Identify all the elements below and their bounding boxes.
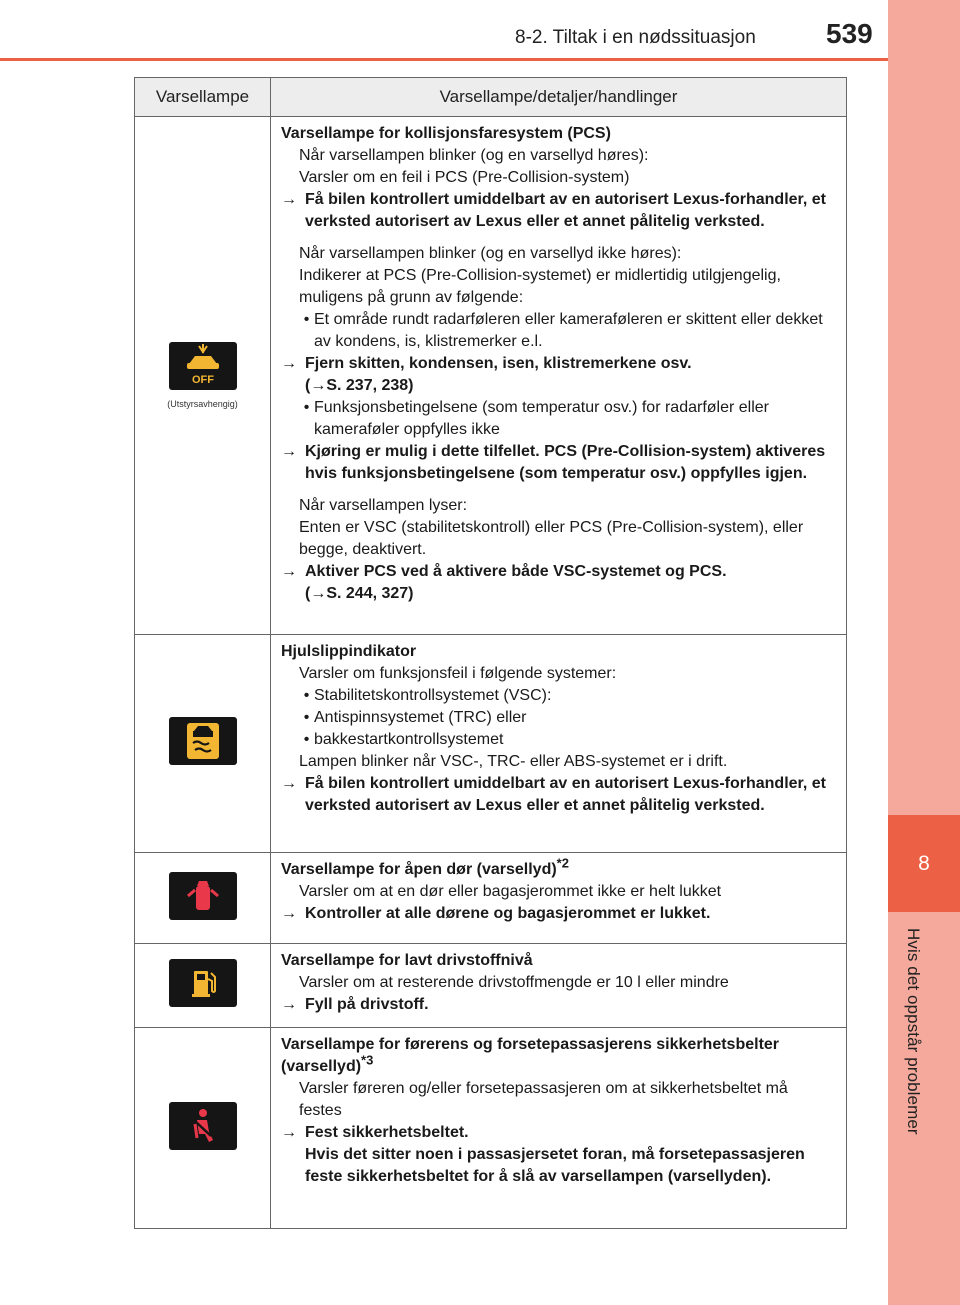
arrow-icon: → [281,355,297,372]
pcs-off-label: OFF [191,374,214,386]
description-text: Enten er VSC (stabilitetskontroll) eller PCS (Pre-Collision-system), eller begge, deaktivert. [299,519,804,558]
page-reference: (→S. 244, 327) [305,585,414,602]
lamp-title: Varsellampe for åpen dør (varsellyd) [281,861,557,878]
description-text: Indikerer at PCS (Pre-Collision-systemet) er midlertidig utilgjengelig, muligens på grunn av følgende: [299,267,781,306]
action-text: Fest sikkerhetsbeltet. [305,1124,469,1141]
arrow-icon: → [281,996,297,1013]
bullet-text: Antispinnsystemet (TRC) eller [314,709,527,726]
slip-indicator-icon [169,717,237,765]
bullet-text: bakkestartkontrollsystemet [314,731,504,748]
page-number: 539 [826,18,873,49]
details-cell [271,635,847,853]
pcs-off-warning-icon [169,342,237,390]
footnote-marker: *3 [361,1052,374,1068]
arrow-icon: → [281,443,297,460]
lamp-cell [135,944,271,1028]
details-cell [271,117,847,635]
lamp-title: Hjulslippindikator [281,643,417,660]
bullet-item: • Stabilitetskontrollsystemet (VSC): [281,685,833,707]
chapter-number: 8 [888,815,960,912]
lamp-title-row [281,1034,833,1078]
action-text: Kjøring er mulig i dette tilfellet. PCS (Pre-Collision-system) aktiveres hvis funksjonsbetingelsene (som temperatur osv.) oppfylles igjen. [305,443,826,482]
lamp-title: Varsellampe for kollisjonsfaresystem (PCS) [281,125,611,142]
lamp-title: Varsellampe for lavt drivstoffnivå [281,952,533,969]
action-detail: Hvis det sitter noen i passasjersetet foran, må forsetepassasjeren feste sikkerhetsbeltet for å slå av varsellampen (varsellyden). [305,1146,805,1185]
details-cell [271,853,847,944]
table-row [135,1028,847,1229]
lamp-cell [135,853,271,944]
description-text: Varsler om at resterende drivstoffmengde er 10 l eller mindre [299,974,729,991]
action-text: Få bilen kontrollert umiddelbart av en autorisert Lexus-forhandler, et verksted autorisert av Lexus eller et annet pålitelig verksted. [305,775,826,814]
description-text: Varsler om en feil i PCS (Pre-Collision-system) [299,169,630,186]
low-fuel-icon [169,959,237,1007]
warning-light-table [134,77,847,1229]
action-item [281,773,833,817]
chapter-title: Hvis det oppstår problemer [904,928,923,1135]
action-item [281,189,833,233]
bullet-text: Et område rundt radarføleren eller kameraføleren er skittent eller dekket av kondens, is, klistremerker e.l. [314,311,823,350]
page-reference: (→S. 237, 238) [305,377,414,394]
action-text: Få bilen kontrollert umiddelbart av en autorisert Lexus-forhandler, et verksted autorisert av Lexus eller et annet pålitelig verksted. [305,191,826,230]
bullet-item: • Et område rundt radarføleren eller kameraføleren er skittent eller dekket av kondens, is, klistremerker e.l. [281,309,833,353]
action-item [281,441,833,485]
condition-text: Når varsellampen blinker (og en varsellyd høres): [299,147,649,164]
action-item [281,561,833,583]
details-cell [271,1028,847,1229]
action-text: Fjern skitten, kondensen, isen, klistremerkene osv. [305,355,692,372]
description-text: Varsler føreren og/eller forsetepassasjeren om at sikkerhetsbeltet må festes [299,1080,788,1119]
column-header-lamp: Varsellampe [135,78,271,117]
action-item [281,994,833,1016]
arrow-icon: → [281,191,297,208]
table-row [135,944,847,1028]
table-row [135,635,847,853]
arrow-icon: → [281,775,297,792]
action-item [281,903,833,925]
bullet-text: Stabilitetskontrollsystemet (VSC): [314,687,552,704]
lamp-cell [135,1028,271,1229]
details-cell [271,944,847,1028]
lamp-caption: (Utstyrsavhengig) [167,399,238,409]
arrow-icon: → [281,905,297,922]
seatbelt-reminder-icon [169,1102,237,1150]
action-item [281,353,833,375]
arrow-icon: → [281,1124,297,1141]
column-header-details: Varsellampe/detaljer/handlinger [271,78,847,117]
table-row [135,117,847,635]
header-rule [0,58,888,61]
bullet-item: • Antispinnsystemet (TRC) eller [281,707,833,729]
table-row [135,853,847,944]
lamp-title-row [281,855,833,881]
action-text: Kontroller at alle dørene og bagasjerommet er lukket. [305,905,711,922]
section-title: 8-2. Tiltak i en nødssituasjon [515,27,756,48]
bullet-item: • Funksjonsbetingelsene (som temperatur osv.) for radarføler eller kameraføler oppfylles ikke [281,397,833,441]
description-text: Varsler om funksjonsfeil i følgende systemer: [299,665,617,682]
condition-text: Når varsellampen blinker (og en varsellyd ikke høres): [299,245,682,262]
action-item [281,1122,833,1144]
bullet-item: • bakkestartkontrollsystemet [281,729,833,751]
arrow-icon: → [281,563,297,580]
condition-text: Når varsellampen lyser: [299,497,468,514]
footnote-marker: *2 [556,855,569,871]
lamp-cell [135,635,271,853]
action-text: Fyll på drivstoff. [305,996,429,1013]
lamp-title: Varsellampe for førerens og forsetepassasjerens sikkerhetsbelter (varsellyd) [281,1036,780,1075]
note-text: Lampen blinker når VSC-, TRC- eller ABS-systemet er i drift. [299,753,728,770]
action-text: Aktiver PCS ved å aktivere både VSC-systemet og PCS. [305,563,727,580]
bullet-text: Funksjonsbetingelsene (som temperatur osv.) for radarføler eller kameraføler oppfylles ikke [314,399,769,438]
description-text: Varsler om at en dør eller bagasjerommet ikke er helt lukket [299,883,722,900]
lamp-cell [135,117,271,635]
table-header-row [135,78,847,117]
open-door-icon [169,872,237,920]
